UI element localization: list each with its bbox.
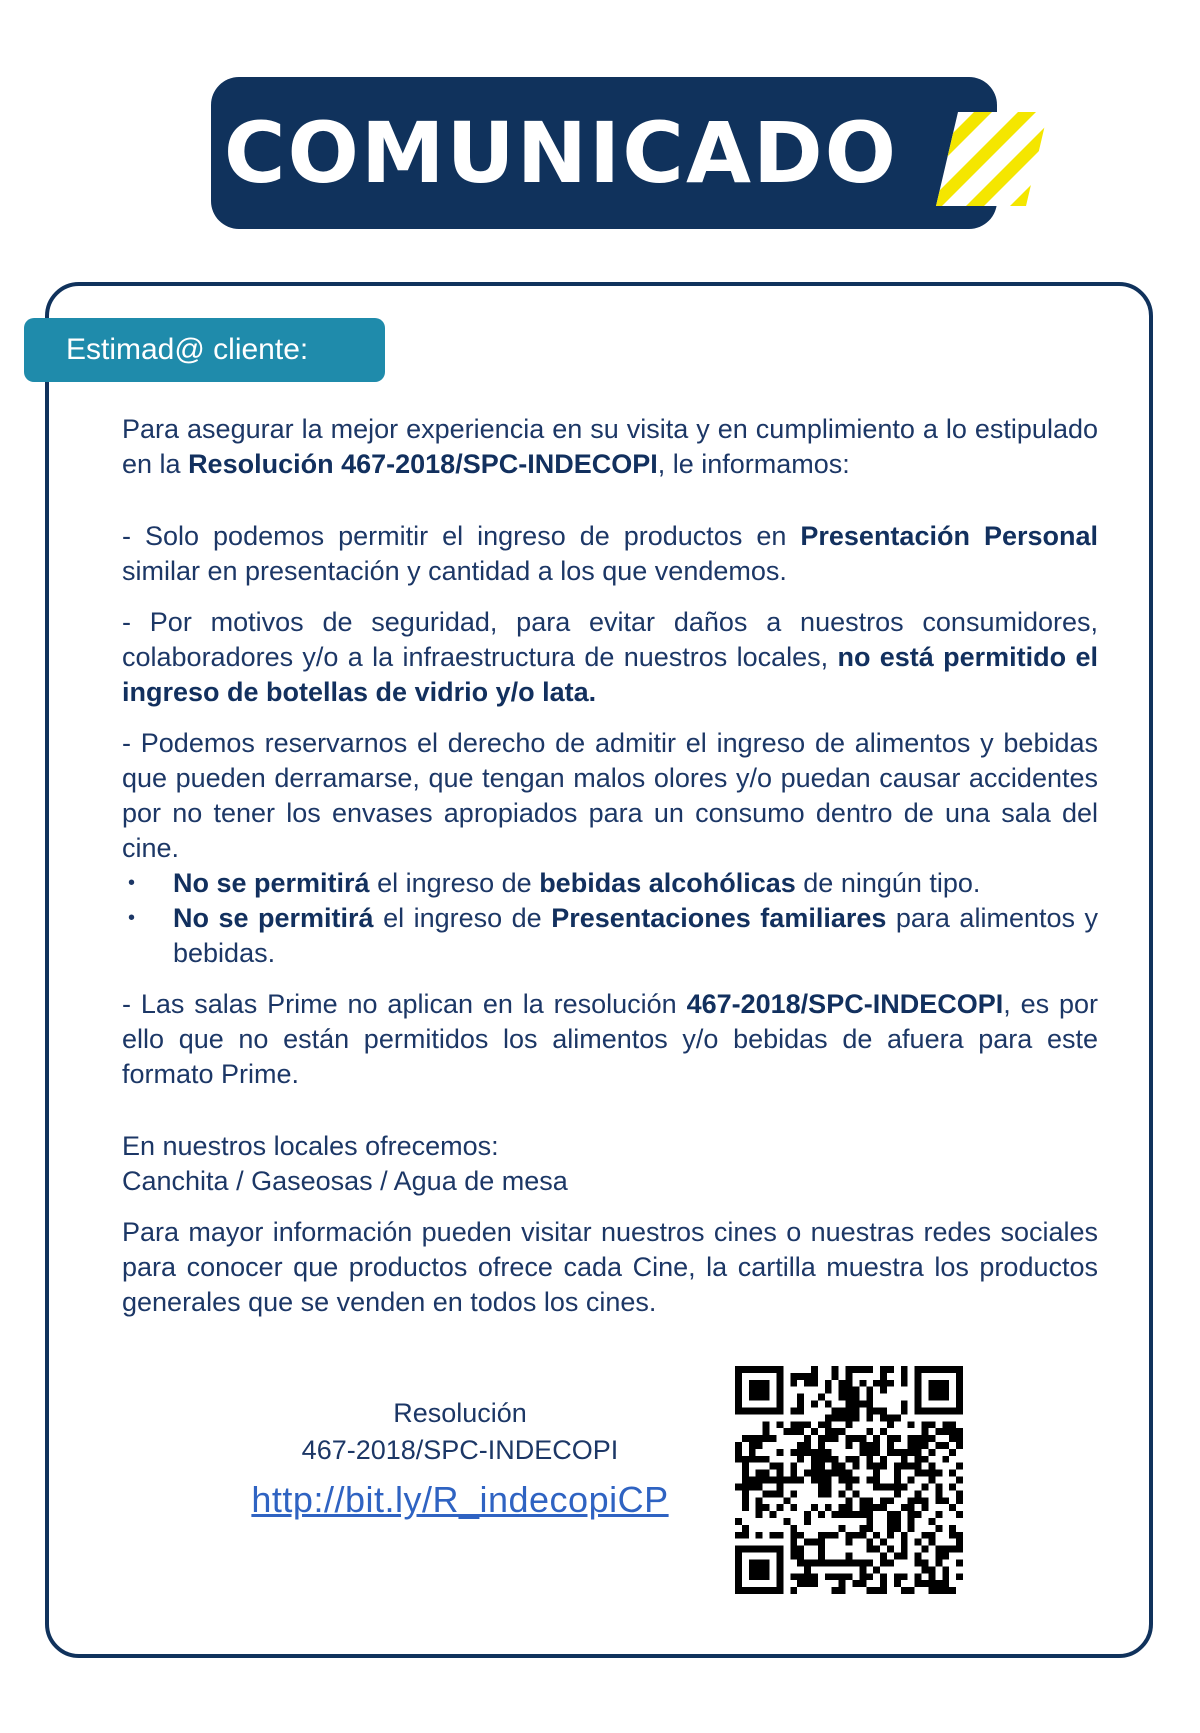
rule-2-bold: no está permitido el ingreso de botellas de vidrio y/o lata.: [122, 642, 1098, 707]
bullet-2-bold-b: Presentaciones familiares: [551, 903, 887, 933]
intro-paragraph: [122, 412, 1098, 482]
rule-1-bold: Presentación Personal: [800, 521, 1098, 551]
rule-4-text: - Las salas Prime no aplican en la resolución: [122, 989, 687, 1019]
rule-personal-presentation: [122, 519, 1098, 589]
bullet-1-text-a: el ingreso de: [369, 868, 540, 898]
rule-4-text-end: , es por ello que no están permitidos los alimentos y/o bebidas de afuera para este formato Prime.: [122, 989, 1098, 1089]
list-item: [122, 866, 1098, 901]
closing-paragraph: Para mayor información pueden visitar nuestros cines o nuestras redes sociales para conocer que productos ofrece cada Cine, la cartilla muestra los productos generales que se venden en todos los cines.: [122, 1217, 1098, 1317]
rule-2-text: - Por motivos de seguridad, para evitar daños a nuestros consumidores, colaboradores y/o a la infraestructura de nuestros locales,: [122, 607, 1098, 672]
hazard-stripes-icon: [936, 112, 1048, 206]
bullet-icon: •: [128, 907, 136, 929]
rule-1-text-end: similar en presentación y cantidad a los que vendemos.: [122, 556, 787, 586]
intro-text-end: , le informamos:: [657, 449, 850, 479]
resolution-link[interactable]: http://bit.ly/R_indecopiCP: [251, 1479, 669, 1520]
bullet-2-text-a: el ingreso de: [373, 903, 552, 933]
rule-1-text: - Solo podemos permitir el ingreso de productos en: [122, 521, 801, 551]
bullet-1-bold-a: No se permitirá: [173, 868, 370, 898]
bullet-2-bold-a: No se permitirá: [173, 903, 374, 933]
greeting-tab: Estimad@ cliente:: [24, 318, 385, 382]
bullet-icon: •: [128, 872, 136, 894]
intro-text: Para asegurar la mejor experiencia en su visita y en cumplimiento a lo estipulado en la: [122, 414, 1098, 479]
rule-prime-rooms: [122, 987, 1098, 1092]
offer-heading: En nuestros locales ofrecemos:: [122, 1131, 499, 1161]
offer-products: Canchita / Gaseosas / Agua de mesa: [122, 1166, 568, 1196]
resolution-number: 467-2018/SPC-INDECOPI: [301, 1435, 619, 1465]
rule-3-text: - Podemos reservarnos el derecho de admitir el ingreso de alimentos y bebidas que pueden derramarse, que tengan malos olores y/o puedan causar accidentes por no tener los envases apropiados para un consumo dentro de una sala del cine.: [122, 728, 1098, 863]
banner-title: COMUNICADO: [223, 104, 899, 202]
bullet-2-text-b: para alimentos y bebidas.: [173, 903, 1098, 968]
resolution-block: [190, 1395, 730, 1522]
restrictions-list: [122, 866, 1098, 971]
rule-4-bold: 467-2018/SPC-INDECOPI: [686, 989, 1004, 1019]
list-item: [122, 901, 1098, 971]
bullet-1-bold-b: bebidas alcohólicas: [539, 868, 796, 898]
bullet-1-text-b: de ningún tipo.: [795, 868, 981, 898]
comunicado-banner: [211, 77, 997, 229]
rule-reserve-right: [122, 726, 1098, 866]
qr-code-icon[interactable]: [735, 1366, 963, 1594]
resolution-label: Resolución: [393, 1398, 527, 1428]
rule-no-glass-cans: [122, 605, 1098, 710]
notice-content: [122, 412, 1098, 1320]
intro-resolution: Resolución 467-2018/SPC-INDECOPI: [188, 449, 658, 479]
